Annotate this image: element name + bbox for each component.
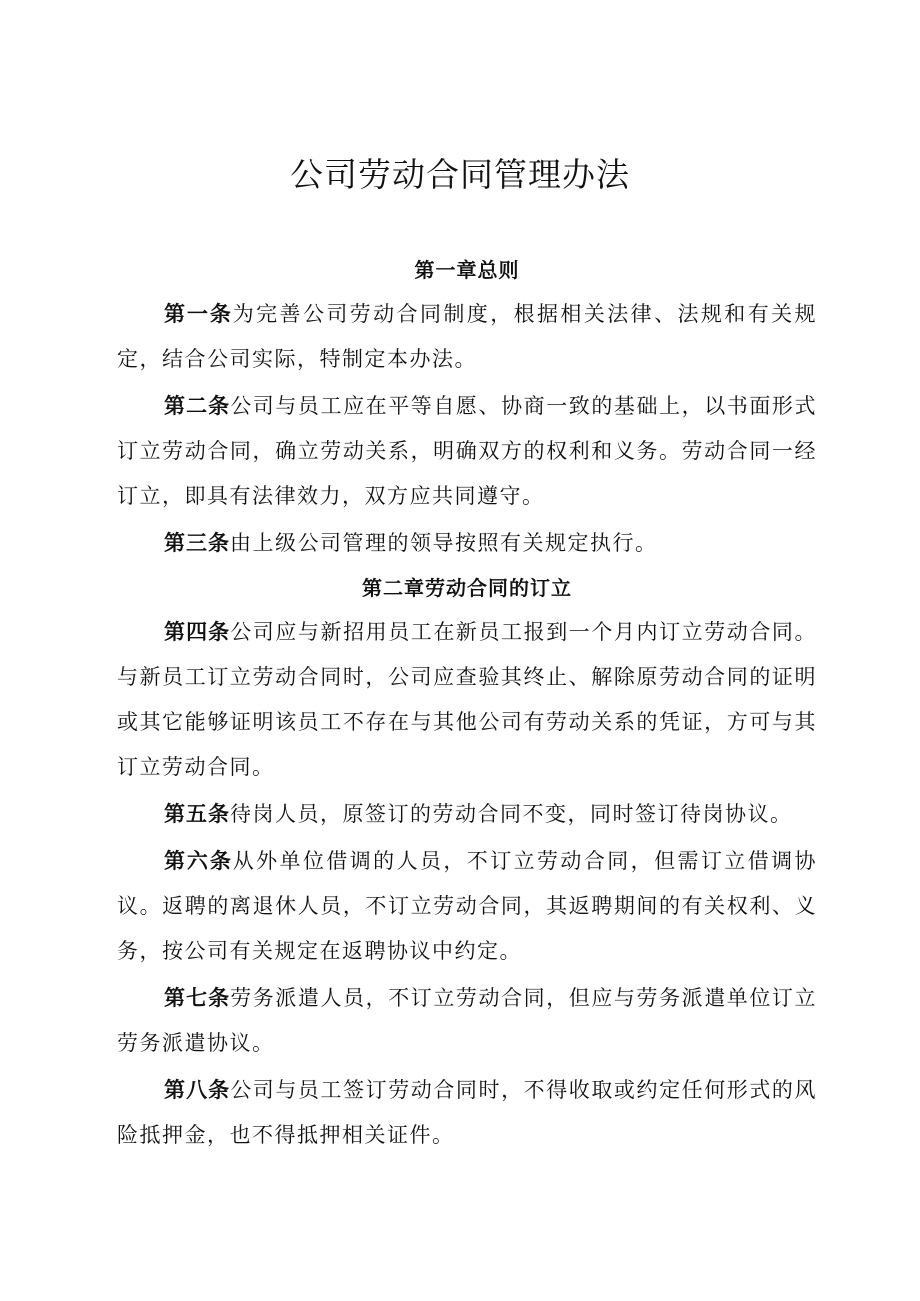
article-1: [117, 292, 817, 382]
article-text: 待岗人员，原签订的劳动合同不变，同时签订待岗协议。: [230, 802, 793, 826]
article-text: 从外单位借调的人员，不订立劳动合同，但需订立借调协议。返聘的离退休人员，不订立劳动合同，其返聘期间的有关权利、义务，按公司有关规定在返聘协议中约定。: [117, 849, 818, 963]
article-label: 第四条: [164, 620, 231, 644]
article-4: [117, 610, 817, 790]
article-5: [117, 792, 817, 837]
article-8: [117, 1068, 817, 1158]
article-label: 第八条: [164, 1078, 231, 1102]
article-label: 第七条: [164, 986, 231, 1010]
article-3: [117, 521, 817, 566]
article-6: [117, 839, 817, 974]
chapter-heading: 第二章劳动合同的订立: [362, 576, 572, 600]
article-7: [117, 976, 817, 1066]
article-text: 公司应与新招用员工在新员工报到一个月内订立劳动合同。与新员工订立劳动合同时，公司应查验其终止、解除原劳动合同的证明或其它能够证明该员工不存在与其他公司有劳动关系的凭证，方可与其订立劳动合同。: [117, 620, 818, 779]
article-2: [117, 384, 817, 519]
chapter-heading: 第一章总则: [414, 258, 520, 282]
article-label: 第五条: [164, 802, 230, 826]
article-text: 由上级公司管理的领导按照有关规定执行。: [230, 531, 658, 555]
article-text: 为完善公司劳动合同制度，根据相关法律、法规和有关规定，结合公司实际，特制定本办法。: [117, 302, 818, 371]
article-label: 第二条: [164, 394, 231, 418]
article-label: 第一条: [164, 302, 233, 326]
article-text: 劳务派遣人员，不订立劳动合同，但应与劳务派遣单位订立劳务派遣协议。: [117, 986, 818, 1055]
document-body: [117, 248, 817, 1158]
document-title: 公司劳动合同管理办法: [290, 155, 630, 194]
article-text: 公司与员工签订劳动合同时，不得收取或约定任何形式的风险抵押金，也不得抵押相关证件。: [117, 1078, 818, 1147]
article-label: 第三条: [164, 531, 230, 555]
article-text: 公司与员工应在平等自愿、协商一致的基础上，以书面形式订立劳动合同，确立劳动关系，明确双方的权利和义务。劳动合同一经订立，即具有法律效力，双方应共同遵守。: [117, 394, 818, 508]
article-label: 第六条: [164, 849, 233, 873]
